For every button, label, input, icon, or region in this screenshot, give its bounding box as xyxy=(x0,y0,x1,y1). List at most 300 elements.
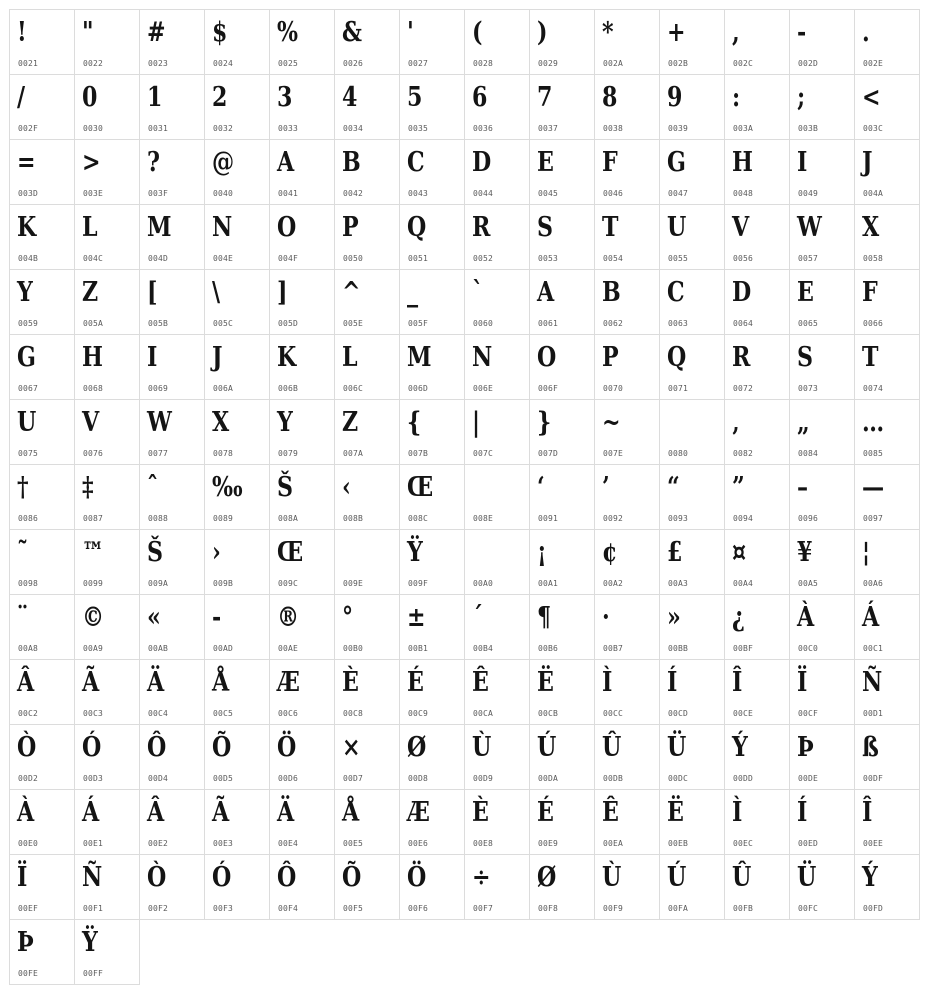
glyph-cell xyxy=(854,139,920,205)
glyph-cell xyxy=(789,594,855,660)
glyph-code-label: 0076 xyxy=(83,449,104,458)
glyph-cell xyxy=(139,659,205,725)
glyph-cell xyxy=(594,399,660,465)
glyph-sample: I xyxy=(797,147,808,178)
glyph-sample: Õ xyxy=(342,862,362,893)
glyph-code-label: 0059 xyxy=(18,319,39,328)
glyph-cell xyxy=(74,269,140,335)
glyph-cell xyxy=(204,854,270,920)
glyph-cell xyxy=(724,139,790,205)
glyph-sample: Ù xyxy=(602,862,622,893)
glyph-code-label: 00C3 xyxy=(83,709,104,718)
glyph-cell xyxy=(529,74,595,140)
glyph-code-label: 0041 xyxy=(278,189,299,198)
glyph-sample: Ý xyxy=(732,732,748,763)
glyph-cell xyxy=(204,139,270,205)
glyph-code-label: 00EF xyxy=(18,904,39,913)
glyph-code-label: 0055 xyxy=(668,254,689,263)
glyph-cell xyxy=(269,74,335,140)
glyph-sample: Í xyxy=(667,667,678,698)
glyph-cell xyxy=(334,269,400,335)
glyph-sample: \ xyxy=(212,277,221,308)
glyph-cell xyxy=(594,789,660,855)
glyph-sample: L xyxy=(342,342,358,373)
glyph-sample: I xyxy=(147,342,158,373)
glyph-sample: ¿ xyxy=(732,602,745,633)
glyph-cell xyxy=(789,464,855,530)
glyph-cell xyxy=(659,789,725,855)
glyph-sample: Ë xyxy=(537,667,554,698)
glyph-code-label: 00F5 xyxy=(343,904,364,913)
glyph-code-label: 00B6 xyxy=(538,644,559,653)
glyph-code-label: 00CE xyxy=(733,709,754,718)
glyph-sample: M xyxy=(407,342,432,373)
glyph-code-label: 00FE xyxy=(18,969,39,978)
glyph-cell xyxy=(399,334,465,400)
glyph-code-label: 00A4 xyxy=(733,579,754,588)
glyph-code-label: 00FD xyxy=(863,904,884,913)
glyph-cell xyxy=(269,659,335,725)
glyph-code-label: 0034 xyxy=(343,124,364,133)
glyph-sample: Ú xyxy=(537,732,557,763)
glyph-cell xyxy=(74,724,140,790)
glyph-sample: ¡ xyxy=(537,537,547,568)
glyph-cell xyxy=(659,334,725,400)
glyph-code-label: 005C xyxy=(213,319,234,328)
glyph-cell xyxy=(204,464,270,530)
glyph-cell xyxy=(204,269,270,335)
glyph-code-label: 00B0 xyxy=(343,644,364,653)
glyph-cell xyxy=(789,74,855,140)
glyph-cell xyxy=(529,269,595,335)
glyph-cell xyxy=(139,74,205,140)
glyph-cell xyxy=(74,789,140,855)
glyph-cell xyxy=(9,464,75,530)
glyph-cell xyxy=(269,139,335,205)
glyph-cell xyxy=(529,334,595,400)
glyph-code-label: 0035 xyxy=(408,124,429,133)
glyph-code-label: 002C xyxy=(733,59,754,68)
glyph-cell xyxy=(464,594,530,660)
glyph-sample: O xyxy=(277,212,297,243)
glyph-code-label: 0047 xyxy=(668,189,689,198)
glyph-sample: É xyxy=(537,797,554,828)
glyph-sample: P xyxy=(602,342,619,373)
glyph-sample: Õ xyxy=(212,732,232,763)
glyph-cell xyxy=(334,74,400,140)
glyph-code-label: 0066 xyxy=(863,319,884,328)
glyph-sample: M xyxy=(147,212,172,243)
glyph-code-label: 008B xyxy=(343,514,364,523)
glyph-cell xyxy=(204,659,270,725)
glyph-cell xyxy=(789,724,855,790)
glyph-sample: / xyxy=(17,82,26,113)
glyph-sample: 1 xyxy=(147,82,163,113)
glyph-sample: @ xyxy=(212,147,235,178)
glyph-sample: · xyxy=(602,602,610,633)
glyph-sample: W xyxy=(797,212,822,243)
glyph-cell xyxy=(334,464,400,530)
glyph-cell xyxy=(854,464,920,530)
glyph-code-label: 00DE xyxy=(798,774,819,783)
glyph-sample: Ø xyxy=(537,862,557,893)
glyph-sample: K xyxy=(277,342,297,373)
glyph-sample: Á xyxy=(862,602,880,633)
glyph-code-label: 00F8 xyxy=(538,904,559,913)
glyph-sample: F xyxy=(862,277,878,308)
glyph-code-label: 0079 xyxy=(278,449,299,458)
glyph-code-label: 00B1 xyxy=(408,644,429,653)
glyph-cell xyxy=(789,334,855,400)
glyph-code-label: 007B xyxy=(408,449,429,458)
glyph-sample: D xyxy=(732,277,752,308)
glyph-sample: V xyxy=(82,407,100,438)
glyph-sample: R xyxy=(732,342,751,373)
glyph-code-label: 009A xyxy=(148,579,169,588)
glyph-cell xyxy=(724,789,790,855)
glyph-code-label: 006A xyxy=(213,384,234,393)
glyph-cell xyxy=(724,399,790,465)
glyph-cell xyxy=(74,204,140,270)
glyph-cell xyxy=(139,529,205,595)
glyph-cell xyxy=(74,919,140,985)
glyph-code-label: 007A xyxy=(343,449,364,458)
glyph-sample: « xyxy=(147,602,161,633)
glyph-cell xyxy=(789,659,855,725)
glyph-code-label: 0051 xyxy=(408,254,429,263)
glyph-sample: „ xyxy=(797,407,810,438)
glyph-code-label: 00D3 xyxy=(83,774,104,783)
glyph-code-label: 0040 xyxy=(213,189,234,198)
glyph-code-label: 00EB xyxy=(668,839,689,848)
glyph-cell xyxy=(659,594,725,660)
glyph-code-label: 00A9 xyxy=(83,644,104,653)
glyph-cell xyxy=(269,464,335,530)
glyph-cell xyxy=(334,204,400,270)
glyph-sample: Š xyxy=(147,537,163,568)
glyph-cell xyxy=(724,204,790,270)
glyph-sample: ¨ xyxy=(17,602,29,633)
glyph-code-label: 0071 xyxy=(668,384,689,393)
glyph-code-label: 003A xyxy=(733,124,754,133)
glyph-cell xyxy=(464,529,530,595)
glyph-cell xyxy=(659,659,725,725)
glyph-code-label: 0025 xyxy=(278,59,299,68)
glyph-sample: Ã xyxy=(212,797,230,828)
glyph-cell xyxy=(594,139,660,205)
glyph-sample: – xyxy=(797,472,809,503)
glyph-cell xyxy=(74,464,140,530)
glyph-sample: À xyxy=(797,602,815,633)
glyph-code-label: 00FA xyxy=(668,904,689,913)
glyph-cell xyxy=(9,529,75,595)
glyph-sample: 3 xyxy=(277,82,293,113)
glyph-cell xyxy=(854,74,920,140)
glyph-sample: Ÿ xyxy=(407,537,423,568)
glyph-sample: G xyxy=(17,342,36,373)
glyph-cell xyxy=(204,789,270,855)
glyph-cell xyxy=(9,74,75,140)
glyph-code-label: 0093 xyxy=(668,514,689,523)
glyph-cell xyxy=(9,919,75,985)
glyph-cell xyxy=(529,9,595,75)
glyph-sample: B xyxy=(342,147,361,178)
glyph-cell xyxy=(334,724,400,790)
glyph-code-label: 00C8 xyxy=(343,709,364,718)
glyph-cell xyxy=(269,854,335,920)
glyph-cell xyxy=(399,139,465,205)
glyph-sample: = xyxy=(17,147,36,178)
glyph-code-label: 00E6 xyxy=(408,839,429,848)
glyph-code-label: 0032 xyxy=(213,124,234,133)
glyph-sample: Ý xyxy=(862,862,878,893)
glyph-code-label: 00A2 xyxy=(603,579,624,588)
glyph-code-label: 003F xyxy=(148,189,169,198)
glyph-code-label: 00D6 xyxy=(278,774,299,783)
glyph-sample: - xyxy=(212,602,222,633)
glyph-cell xyxy=(9,659,75,725)
glyph-sample: ? xyxy=(147,147,160,178)
glyph-sample: Š xyxy=(277,472,293,503)
glyph-code-label: 006B xyxy=(278,384,299,393)
glyph-sample: ° xyxy=(342,602,354,633)
glyph-cell xyxy=(74,399,140,465)
glyph-code-label: 00FB xyxy=(733,904,754,913)
glyph-code-label: 00EA xyxy=(603,839,624,848)
glyph-sample: P xyxy=(342,212,359,243)
glyph-code-label: 00A6 xyxy=(863,579,884,588)
glyph-sample: ¥ xyxy=(797,537,813,568)
glyph-cell xyxy=(464,269,530,335)
glyph-cell xyxy=(594,529,660,595)
glyph-code-label: 0042 xyxy=(343,189,364,198)
glyph-sample: B xyxy=(602,277,621,308)
glyph-cell xyxy=(659,724,725,790)
glyph-cell xyxy=(854,399,920,465)
glyph-sample: L xyxy=(82,212,98,243)
glyph-sample: S xyxy=(537,212,553,243)
glyph-cell xyxy=(269,789,335,855)
glyph-sample: Ä xyxy=(147,667,165,698)
glyph-sample: C xyxy=(407,147,425,178)
glyph-code-label: 004B xyxy=(18,254,39,263)
glyph-code-label: 006C xyxy=(343,384,364,393)
glyph-cell xyxy=(139,594,205,660)
glyph-cell xyxy=(269,399,335,465)
glyph-cell xyxy=(594,854,660,920)
glyph-cell xyxy=(854,724,920,790)
glyph-code-label: 009E xyxy=(343,579,364,588)
glyph-sample: » xyxy=(667,602,681,633)
glyph-sample: Î xyxy=(732,667,743,698)
glyph-cell xyxy=(659,9,725,75)
glyph-code-label: 0067 xyxy=(18,384,39,393)
glyph-sample: T xyxy=(602,212,619,243)
glyph-code-label: 00C2 xyxy=(18,709,39,718)
glyph-code-label: 00F2 xyxy=(148,904,169,913)
glyph-code-label: 00FF xyxy=(83,969,104,978)
glyph-cell xyxy=(269,269,335,335)
glyph-cell xyxy=(399,399,465,465)
glyph-code-label: 0062 xyxy=(603,319,624,328)
glyph-code-label: 00BF xyxy=(733,644,754,653)
glyph-code-label: 0052 xyxy=(473,254,494,263)
glyph-sample: ß xyxy=(862,732,879,763)
glyph-sample: ‰ xyxy=(212,472,243,503)
glyph-sample: Å xyxy=(342,797,360,828)
glyph-code-label: 0021 xyxy=(18,59,39,68)
glyph-code-label: 0097 xyxy=(863,514,884,523)
glyph-sample: Ÿ xyxy=(82,927,98,958)
glyph-code-label: 0068 xyxy=(83,384,104,393)
glyph-cell xyxy=(399,204,465,270)
glyph-cell xyxy=(74,139,140,205)
glyph-sample: ÷ xyxy=(472,862,491,893)
glyph-sample: À xyxy=(17,797,35,828)
glyph-code-label: 0043 xyxy=(408,189,429,198)
glyph-code-label: 0053 xyxy=(538,254,559,263)
glyph-sample: H xyxy=(732,147,753,178)
glyph-cell xyxy=(139,464,205,530)
glyph-code-label: 0031 xyxy=(148,124,169,133)
glyph-sample: È xyxy=(472,797,489,828)
glyph-sample: © xyxy=(82,602,105,633)
glyph-sample: Œ xyxy=(277,537,304,568)
glyph-code-label: 00DC xyxy=(668,774,689,783)
glyph-sample: < xyxy=(862,82,881,113)
glyph-sample: ± xyxy=(407,602,426,633)
glyph-cell xyxy=(464,854,530,920)
glyph-sample: 7 xyxy=(537,82,553,113)
glyph-sample: A xyxy=(277,147,295,178)
glyph-sample: 9 xyxy=(667,82,683,113)
glyph-cell xyxy=(724,74,790,140)
glyph-sample: # xyxy=(147,17,166,48)
glyph-sample: Ï xyxy=(17,862,28,893)
glyph-sample: Ñ xyxy=(862,667,883,698)
glyph-sample: V xyxy=(732,212,750,243)
glyph-sample: 0 xyxy=(82,82,98,113)
glyph-code-label: 00F4 xyxy=(278,904,299,913)
glyph-cell xyxy=(9,594,75,660)
glyph-cell xyxy=(594,594,660,660)
glyph-code-label: 0038 xyxy=(603,124,624,133)
glyph-sample: H xyxy=(82,342,103,373)
glyph-code-label: 00CD xyxy=(668,709,689,718)
glyph-code-label: 0057 xyxy=(798,254,819,263)
glyph-code-label: 00B4 xyxy=(473,644,494,653)
glyph-cell xyxy=(269,594,335,660)
glyph-sample: + xyxy=(667,17,686,48)
glyph-code-label: 0033 xyxy=(278,124,299,133)
glyph-cell xyxy=(139,724,205,790)
glyph-code-label: 0087 xyxy=(83,514,104,523)
glyph-sample: ‡ xyxy=(82,472,94,503)
glyph-cell xyxy=(789,529,855,595)
glyph-code-label: 00F6 xyxy=(408,904,429,913)
glyph-cell xyxy=(399,594,465,660)
glyph-code-label: 007E xyxy=(603,449,624,458)
glyph-sample: Ü xyxy=(797,862,817,893)
glyph-code-label: 0078 xyxy=(213,449,234,458)
glyph-cell xyxy=(139,269,205,335)
glyph-sample: ( xyxy=(472,17,483,48)
glyph-sample: T xyxy=(862,342,879,373)
glyph-cell xyxy=(204,724,270,790)
glyph-cell xyxy=(9,399,75,465)
glyph-code-label: 00F1 xyxy=(83,904,104,913)
glyph-sample: › xyxy=(212,537,221,568)
glyph-code-label: 003B xyxy=(798,124,819,133)
glyph-code-label: 0072 xyxy=(733,384,754,393)
glyph-cell xyxy=(594,204,660,270)
glyph-cell xyxy=(334,9,400,75)
glyph-code-label: 00D7 xyxy=(343,774,364,783)
glyph-cell xyxy=(529,399,595,465)
glyph-code-label: 00ED xyxy=(798,839,819,848)
glyph-code-label: 009B xyxy=(213,579,234,588)
glyph-sample: Ì xyxy=(732,797,743,828)
glyph-sample: £ xyxy=(667,537,683,568)
glyph-sample: : xyxy=(732,82,741,113)
glyph-sample: J xyxy=(212,342,223,373)
glyph-cell xyxy=(854,529,920,595)
glyph-cell xyxy=(724,9,790,75)
glyph-cell xyxy=(399,659,465,725)
glyph-code-label: 0045 xyxy=(538,189,559,198)
glyph-sample: Í xyxy=(797,797,808,828)
glyph-sample: | xyxy=(472,407,481,438)
glyph-cell xyxy=(139,334,205,400)
glyph-cell xyxy=(594,464,660,530)
glyph-code-label: 00C5 xyxy=(213,709,234,718)
glyph-sample: Û xyxy=(732,862,752,893)
glyph-sample: 2 xyxy=(212,82,228,113)
glyph-cell xyxy=(529,789,595,855)
glyph-sample: Z xyxy=(82,277,99,308)
glyph-sample: } xyxy=(537,407,552,438)
glyph-sample: % xyxy=(277,17,299,48)
glyph-cell xyxy=(204,74,270,140)
glyph-cell xyxy=(529,464,595,530)
glyph-sample: E xyxy=(537,147,554,178)
glyph-cell xyxy=(464,399,530,465)
glyph-code-label: 0036 xyxy=(473,124,494,133)
glyph-code-label: 00D1 xyxy=(863,709,884,718)
glyph-sample: Œ xyxy=(407,472,434,503)
glyph-cell xyxy=(399,789,465,855)
glyph-sample: $ xyxy=(212,17,228,48)
glyph-cell xyxy=(464,464,530,530)
glyph-sample: Ë xyxy=(667,797,684,828)
glyph-cell xyxy=(74,334,140,400)
glyph-cell xyxy=(854,269,920,335)
glyph-code-label: 00D8 xyxy=(408,774,429,783)
glyph-sample: ” xyxy=(732,472,745,503)
glyph-sample: ! xyxy=(17,17,27,48)
glyph-sample: É xyxy=(407,667,424,698)
glyph-code-label: 00A3 xyxy=(668,579,689,588)
glyph-cell xyxy=(334,659,400,725)
glyph-cell xyxy=(399,269,465,335)
glyph-code-label: 0063 xyxy=(668,319,689,328)
glyph-code-label: 00D5 xyxy=(213,774,234,783)
glyph-cell xyxy=(659,399,725,465)
glyph-code-label: 00E3 xyxy=(213,839,234,848)
glyph-sample: Ü xyxy=(667,732,687,763)
glyph-cell xyxy=(9,204,75,270)
glyph-code-label: 00D9 xyxy=(473,774,494,783)
